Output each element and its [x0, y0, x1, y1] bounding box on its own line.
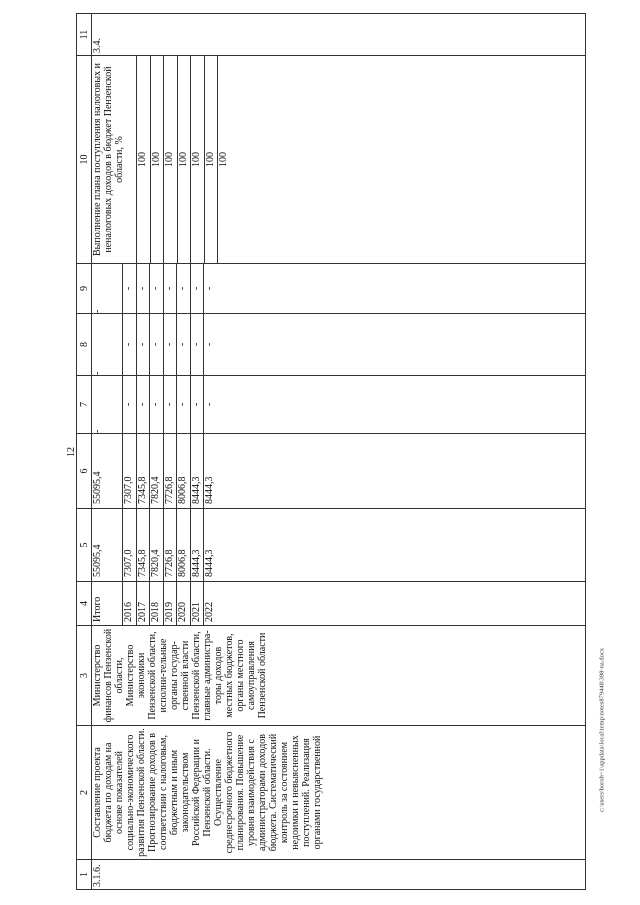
column-7	[92, 376, 586, 434]
value-cell: 8444,3	[191, 509, 205, 581]
column-9	[92, 264, 586, 314]
value-cell: 8444,3	[204, 476, 215, 504]
total-value: -	[92, 376, 123, 433]
value-cell: 8444,3	[204, 549, 215, 577]
value-cell: 8006,8	[177, 434, 191, 508]
value-cell: -	[164, 264, 178, 313]
year-2019: 2019	[164, 582, 178, 625]
value-cell: -	[137, 264, 151, 313]
footer-file-path: c:\users\boroh~1\appdata\local\temp\notes879448\398-na.docx	[598, 648, 606, 812]
link-cell: 3.4.	[92, 14, 586, 56]
header-cell: 9	[77, 264, 92, 314]
value-cell: 7820,4	[150, 509, 164, 581]
table-row	[92, 14, 586, 890]
value-cell: -	[164, 314, 178, 375]
total-label: Итого	[92, 582, 123, 625]
value-cell: -	[137, 314, 151, 375]
activity-cell: Составление проекта бюджета по доходам на основе показателей социально-экономического развития Пензенской области. Прогнозирование доходов в соответствии с налоговым, бюджетным и иным законодательством Российской Федерации и Пензенской области. Осуществление среднесрочного бюджетного планирования. Повышение уровня взаимодействия с администраторами доходов бюджета. Систематический контроль за состоянием недоимки и невыясненных поступлений. Реализация органами государственной	[92, 726, 586, 860]
value-cell: -	[137, 376, 151, 433]
year-column	[92, 582, 586, 626]
value-cell: -	[177, 314, 191, 375]
indicator-value: 100	[205, 56, 219, 263]
value-cell: -	[123, 264, 137, 313]
header-cell: 8	[77, 314, 92, 376]
value-cell: -	[177, 376, 191, 433]
value-cell: 7345,8	[137, 509, 151, 581]
column-8	[92, 314, 586, 376]
value-cell: -	[191, 264, 205, 313]
year-2022: 2022	[204, 602, 215, 622]
value-cell: -	[204, 286, 215, 291]
column-number-row	[77, 14, 92, 890]
header-cell: 7	[77, 376, 92, 434]
header-cell: 10	[77, 56, 92, 264]
rotated-table-page	[76, 14, 586, 890]
indicator-label: Выполнение плана поступления налоговых и неналоговых доходов в бюджет Пензенской области, %	[92, 56, 137, 263]
header-cell: 5	[77, 509, 92, 582]
year-2016: 2016	[123, 582, 137, 625]
value-cell: -	[164, 376, 178, 433]
value-cell: -	[177, 264, 191, 313]
indicator-value: 100	[137, 56, 151, 263]
page-number: 12	[66, 447, 77, 457]
header-cell: 6	[77, 434, 92, 509]
value-cell: -	[191, 314, 205, 375]
header-cell: 3	[77, 626, 92, 726]
header-cell: 4	[77, 582, 92, 626]
indicator-value: 100	[191, 56, 205, 263]
value-cell: -	[150, 376, 164, 433]
header-cell: 11	[77, 14, 92, 56]
value-cell: 8444,3	[191, 434, 205, 508]
total-funding-column	[92, 509, 586, 582]
value-cell: 7726,8	[164, 434, 178, 508]
total-value: -	[92, 264, 123, 313]
header-cell: 2	[77, 726, 92, 860]
value-cell: 7820,4	[150, 434, 164, 508]
indicator-value: 100	[178, 56, 192, 263]
year-2017: 2017	[137, 582, 151, 625]
program-table	[76, 13, 586, 890]
value-cell: -	[204, 402, 215, 407]
value-cell: -	[191, 376, 205, 433]
row-number-cell: 3.1.6.	[92, 860, 586, 890]
indicator-value: 100	[151, 56, 165, 263]
indicator-column	[92, 56, 586, 264]
value-cell: 8006,8	[177, 509, 191, 581]
total-value: -	[92, 314, 123, 375]
total-value: 55095,4	[92, 509, 123, 581]
value-cell: -	[123, 376, 137, 433]
value-cell: -	[123, 314, 137, 375]
indicator-value: 100	[218, 152, 229, 167]
value-cell: 7307,0	[123, 509, 137, 581]
regional-budget-column	[92, 434, 586, 509]
value-cell: 7345,8	[137, 434, 151, 508]
header-cell: 1	[77, 860, 92, 890]
value-cell: -	[204, 342, 215, 347]
value-cell: -	[150, 264, 164, 313]
year-2020: 2020	[177, 582, 191, 625]
value-cell: -	[150, 314, 164, 375]
executors-cell: Министерство финансов Пензенской области, Министерство экономики Пензенской области, исполни-тельные органы государ-ственной власти Пензенской области, главные администра-торы доходов местных бюджетов, органы местного самоуправления Пензенской области	[92, 626, 586, 726]
year-2021: 2021	[191, 582, 205, 625]
value-cell: 7726,8	[164, 509, 178, 581]
total-value: 55095,4	[92, 434, 123, 508]
value-cell: 7307,0	[123, 434, 137, 508]
indicator-value: 100	[164, 56, 178, 263]
year-2018: 2018	[150, 582, 164, 625]
